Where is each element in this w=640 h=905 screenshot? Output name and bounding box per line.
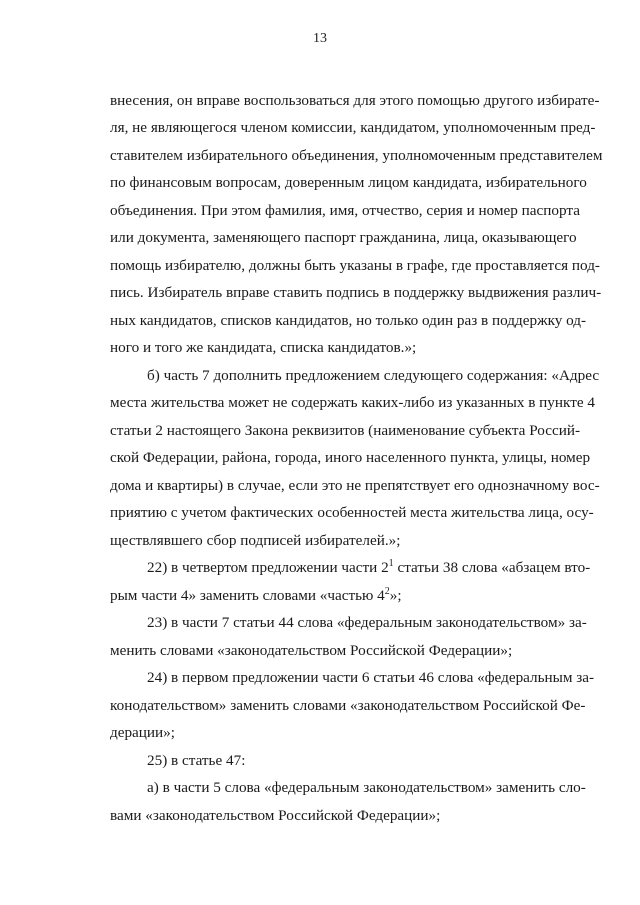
text-line: вами «законодательством Российской Федерации»;: [110, 807, 441, 824]
text-line: ля, не являющегося членом комиссии, кандидатом, уполномоченным пред-: [110, 119, 596, 136]
text-line-with-superscript: [147, 558, 591, 577]
text-line: б) часть 7 дополнить предложением следующего содержания: «Адрес: [147, 367, 600, 384]
text-line: ской Федерации, района, города, иного населенного пункта, улицы, номер: [110, 449, 591, 466]
text-line: пись. Избиратель вправе ставить подпись в поддержку выдвижения различ-: [110, 284, 602, 301]
text-line: 25) в статье 47:: [147, 752, 246, 769]
text-line: приятию с учетом фактических особенностей места жительства лица, осу-: [110, 504, 594, 521]
text-line: по финансовым вопросам, доверенным лицом кандидата, избирательного: [110, 174, 587, 191]
superscript: 2: [384, 586, 390, 597]
superscript: 1: [388, 558, 394, 569]
text-line: ного и того же кандидата, списка кандидатов.»;: [110, 339, 417, 356]
text-run: статьи 38 слова «абзацем вто-: [393, 559, 591, 576]
text-run: 22) в четвертом предложении части 2: [147, 559, 389, 576]
text-line: ставителем избирательного объединения, уполномоченным представителем: [110, 147, 603, 164]
text-line: помощь избирателю, должны быть указаны в графе, где проставляется под-: [110, 257, 600, 274]
text-line: менить словами «законодательством Российской Федерации»;: [110, 642, 513, 659]
text-line: места жительства может не содержать каких-либо из указанных в пункте 4: [110, 394, 595, 411]
page-number: 13: [313, 31, 327, 46]
text-line: конодательством» заменить словами «законодательством Российской Фе-: [110, 697, 586, 714]
text-line: а) в части 5 слова «федеральным законодательством» заменить сло-: [147, 779, 586, 796]
text-line: дерации»;: [110, 724, 175, 741]
text-line: объединения. При этом фамилия, имя, отчество, серия и номер паспорта: [110, 202, 580, 219]
text-line: статьи 2 настоящего Закона реквизитов (наименование субъекта Россий-: [110, 422, 581, 439]
text-line: 23) в части 7 статьи 44 слова «федеральным законодательством» за-: [147, 614, 587, 631]
text-line: дома и квартиры) в случае, если это не препятствует его однозначному вос-: [110, 477, 600, 494]
text-line: внесения, он вправе воспользоваться для этого помощью другого избирате-: [110, 92, 600, 109]
text-line-with-superscript: [110, 587, 570, 605]
text-line: 24) в первом предложении части 6 статьи 46 слова «федеральным за-: [147, 669, 595, 686]
text-run: »;: [389, 587, 402, 604]
text-line: ных кандидатов, списков кандидатов, но только один раз в поддержку од-: [110, 312, 587, 329]
text-line: ществлявшего сбор подписей избирателей.»;: [110, 532, 401, 549]
text-run: рым части 4» заменить словами «частью 4: [110, 587, 385, 604]
text-line: или документа, заменяющего паспорт гражданина, лица, оказывающего: [110, 229, 577, 246]
